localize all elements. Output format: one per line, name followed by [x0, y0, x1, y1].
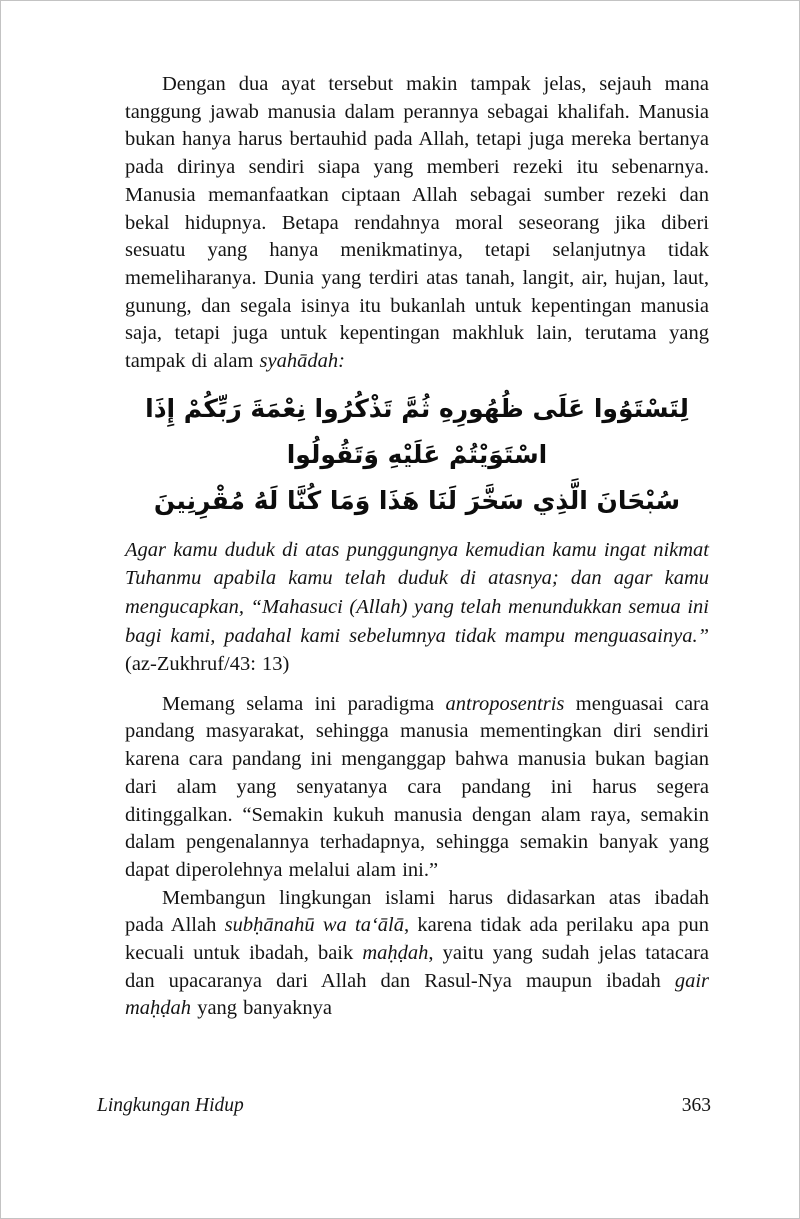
paragraph-2: Memang selama ini paradigma antroposentris menguasai cara pandang masyarakat, sehingga manusia mementingkan diri sendiri karena cara pandang ini menganggap bahwa manusia bukan bagian dari alam yang senyatanya cara pandang ini harus segera ditinggalkan. “Semakin kukuh manusia dengan alam raya, semakin dalam pengenalannya terhadapnya, sehingga semakin banyak yang dapat diperolehnya melalui alam ini.”	[125, 692, 709, 881]
arabic-verse-line-1: لِتَسْتَوُوا عَلَى ظُهُورِهِ ثُمَّ تَذْكُرُوا نِعْمَةَ رَبِّكُمْ إِذَا اسْتَوَيْتُمْ عَلَيْهِ وَتَقُولُوا	[145, 393, 689, 469]
verse-translation: Agar kamu duduk di atas punggungnya kemudian kamu ingat nikmat Tuhanmu apabila kamu telah duduk di atasnya; dan agar kamu mengucapkan, “Mahasuci (Allah) yang telah menundukkan semua ini bagi kami, padahal kami sebelumnya tidak mampu menguasainya.” (az-Zukhruf/43: 13)	[125, 538, 709, 676]
page-footer	[97, 1095, 711, 1117]
running-title: Lingkungan Hidup	[97, 1095, 244, 1116]
paragraph-1: Dengan dua ayat tersebut makin tampak jelas, sejauh mana tanggung jawab manusia dalam perannya sebagai khalifah. Manusia bukan hanya harus bertauhid pada Allah, tetapi juga mereka bertanya pada dirinya sendiri siapa yang memberi rezeki itu sebenarnya. Manusia memanfaatkan ciptaan Allah sebagai sumber rezeki dan bekal hidupnya. Betapa rendahnya moral seseorang jika diberi sesuatu yang hanya menikmatinya, tetapi selanjutnya tidak memeliharanya. Dunia yang terdiri atas tanah, langit, air, hujan, laut, gunung, dan segala isinya itu bukanlah untuk kepentingan manusia saja, tetapi juga untuk kepentingan makhluk lain, terutama yang tampak di alam syahādah:	[125, 73, 709, 373]
page-number: 363	[681, 1095, 711, 1116]
paragraph-3: Membangun lingkungan islami harus didasarkan atas ibadah pada Allah subḥānahū wa ta‘ālā, karena tidak ada perilaku apa pun kecuali untuk ibadah, baik maḥḍah, yaitu yang sudah jelas tatacara dan upacaranya dari Allah dan Rasul-Nya maupun ibadah gair maḥḍah yang banyaknya	[125, 886, 709, 1020]
arabic-verse	[125, 386, 709, 524]
arabic-verse-line-2: سُبْحَانَ الَّذِي سَخَّرَ لَنَا هَذَا وَمَا كُنَّا لَهُ مُقْرِنِينَ	[153, 485, 681, 515]
